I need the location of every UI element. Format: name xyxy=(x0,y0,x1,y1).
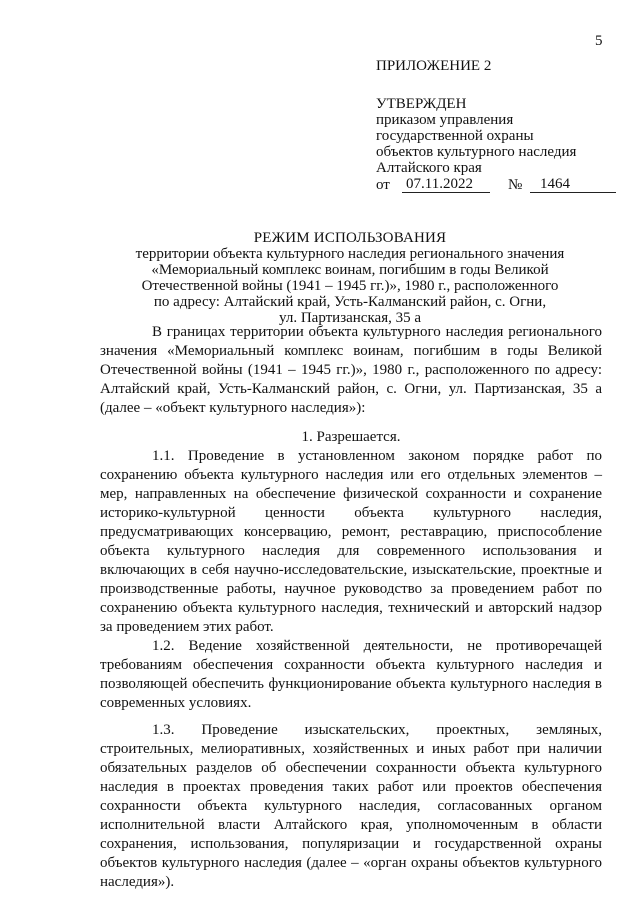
title-line: Отечественной войны (1941 – 1945 гг.)», 1980 г., расположенного xyxy=(141,278,559,294)
title-main: РЕЖИМ ИСПОЛЬЗОВАНИЯ xyxy=(253,230,447,246)
order-date: 07.11.2022 xyxy=(402,176,490,193)
approval-line: Алтайского края xyxy=(376,160,482,176)
clause-1-2: 1.2. Ведение хозяйственной деятельности, не противоречащей требованиям обеспечения сохранности объекта культурного наследия и позволяющей обеспечить функционирование объекта культурного наследия в современных условиях. xyxy=(100,638,602,711)
approval-line: приказом управления xyxy=(376,112,514,128)
approval-line: государственной охраны xyxy=(376,128,534,144)
clause-1-3: 1.3. Проведение изыскательских, проектных, земляных, строительных, мелиоративных, хозяйственных и иных работ при наличии обязательных разделов об обеспечении сохранности объекта культурного наследия в проектах проведения таких работ или проектов обеспечения сохранности объекта культурного наследия, согласованных органом исполнительной власти Алтайского края, уполномоченным в области сохранения, использования, популяризации и государственной охраны объектов культурного наследия (далее – «орган охраны объектов культурного наследия»). xyxy=(100,722,602,890)
from-label: от xyxy=(376,177,390,193)
number-sign: № xyxy=(508,177,523,193)
appendix-label: ПРИЛОЖЕНИЕ 2 xyxy=(376,58,492,74)
approved-label: УТВЕРЖДЕН xyxy=(376,96,467,112)
document-body xyxy=(100,323,602,892)
title-line: территории объекта культурного наследия регионального значения xyxy=(135,246,565,262)
approval-block xyxy=(376,58,626,193)
document-title xyxy=(90,230,610,326)
order-number: 1464 xyxy=(530,176,616,193)
title-line: «Мемориальный комплекс воинам, погибшим в годы Великой xyxy=(151,262,549,278)
intro-paragraph: В границах территории объекта культурного наследия регионального значения «Мемориальный комплекс воинам, погибшим в годы Великой Отечественной войны (1941 – 1945 гг.)», 1980 г., расположенного по адресу: Алтайский край, Усть-Калманский район, с. Огни, ул. Партизанская, 35 а (далее – «объект культурного наследия»): xyxy=(100,324,602,416)
page-number: 5 xyxy=(595,33,603,49)
title-line: по адресу: Алтайский край, Усть-Калманский район, с. Огни, xyxy=(153,294,547,310)
section-heading: 1. Разрешается. xyxy=(301,429,401,445)
clause-1-1: 1.1. Проведение в установленном законом порядке работ по сохранению объекта культурного наследия или его отдельных элементов – мер, направленных на обеспечение физической сохранности и сохранение историко-культурной ценности объекта культурного наследия, предусматривающих консервацию, ремонт, реставрацию, приспособление объекта культурного наследия для современного использования и включающих в себя научно-исследовательские, изыскательские, проектные и производственные работы, научное руководство за проведением работ по сохранению объекта культурного наследия, технический и авторский надзор за проведением этих работ. xyxy=(100,448,602,635)
title-line: ул. Партизанская, 35 а xyxy=(279,310,421,326)
order-date-number-row xyxy=(376,176,626,193)
approval-line: объектов культурного наследия xyxy=(376,144,577,160)
